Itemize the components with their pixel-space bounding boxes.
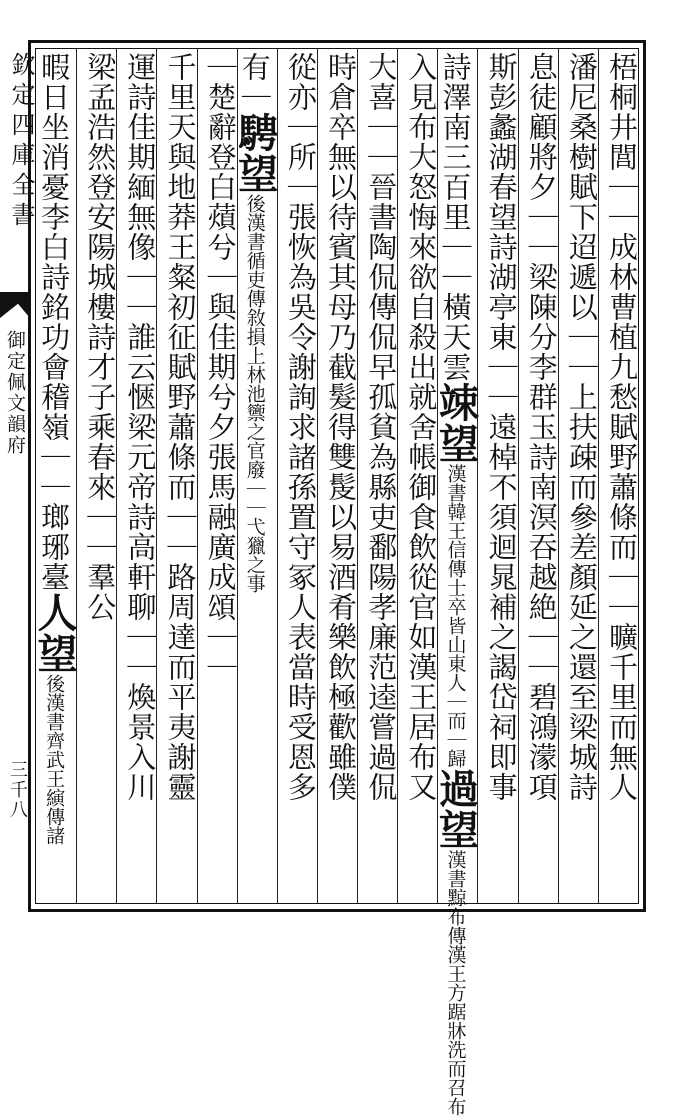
body-text: 息徒顧將夕｜｜梁陳分李群玉詩南溟吞越絶｜｜碧鴻濛項 [524, 52, 559, 802]
body-text: 斯彭蠡湖春望詩湖亭東｜｜遠棹不須迴晁補之謁岱祠即事 [484, 52, 519, 802]
column-rule [116, 48, 117, 904]
text-column [279, 52, 318, 897]
column-rule [397, 48, 398, 904]
body-text: 潘尼桑樹賦下迢遞以｜｜上扶疎而參差顏延之還至梁城詩 [564, 52, 599, 802]
column-rule [156, 48, 157, 904]
column-rule [477, 48, 478, 904]
headword: 騁望 [231, 112, 279, 194]
margin-title: 欽定四庫全書 [7, 52, 35, 232]
body-text: 大喜｜｜晉書陶侃傳侃早孤貧為縣吏鄱陽孝廉范逵嘗過侃 [364, 52, 399, 802]
text-column [319, 52, 359, 897]
headword: 過望 [432, 768, 480, 850]
text-column [231, 52, 279, 897]
text-column [520, 52, 559, 897]
column-rule [357, 48, 358, 904]
text-column [600, 52, 639, 897]
column-rule [437, 48, 438, 904]
body-text: 運詩佳期緬無像｜｜誰云愜梁元帝詩高軒聊｜｜煥景入川 [123, 52, 158, 802]
text-column [432, 52, 480, 1116]
annotation-text: 漢書黥布傳漢王方踞牀洗而召布 [444, 850, 467, 1116]
body-text: 有｜ [237, 52, 272, 112]
headword: 人望 [31, 592, 79, 674]
body-text: 梧桐井閭｜｜成林曹植九愁賦野蕭條而｜｜曠千里而無人 [604, 52, 639, 802]
text-column [359, 52, 399, 897]
text-column [118, 52, 158, 897]
column-rule [598, 48, 599, 904]
body-text: 暇日坐消憂李白詩銘功會稽嶺｜｜瑯琊臺 [37, 52, 72, 592]
text-column [78, 52, 118, 897]
column-rule [317, 48, 318, 904]
body-text: ｜楚辭登白薠兮｜與佳期兮夕張馬融廣成頌｜｜ [203, 52, 238, 682]
text-column [158, 52, 198, 897]
text-column [479, 52, 519, 897]
annotation-text: 後漢書循吏傳敘損上林池籞之官廢｜｜弋獵之事 [243, 194, 266, 593]
margin-subtitle: 御定佩文韻府 [4, 330, 26, 456]
fishtail-mark-icon [0, 292, 30, 318]
column-rule [558, 48, 559, 904]
text-column [31, 52, 79, 897]
body-text: 千里天與地莽王粲初征賦野蕭條而｜｜路周達而平夷謝靈 [163, 52, 198, 802]
column-rule [277, 48, 278, 904]
text-column [560, 52, 599, 897]
column-rule [237, 48, 238, 904]
body-text: 從亦｜所｜張恢為吳令謝詢求諸孫置守冢人表當時受恩多 [283, 52, 318, 802]
annotation-text: 後漢書齊武王縯傳諸 [43, 674, 66, 845]
column-rule [197, 48, 198, 904]
margin-page-number: 三千八 [7, 760, 28, 820]
text-column [399, 52, 439, 897]
headword: 竦望 [432, 382, 480, 464]
column-rule [76, 48, 77, 904]
body-text: 梁孟浩然登安陽城樓詩才子乘春來｜｜羣公 [83, 52, 118, 622]
body-text: 入見布大怒悔來欲自殺出就舍帳御食飲從官如漢王居布又 [404, 52, 439, 802]
body-text: 詩澤南三百里｜｜橫天雲 [438, 52, 473, 382]
body-text: 時倉卒無以待賓其母乃截髮得雙髲以易酒肴樂飲極歡雖僕 [324, 52, 359, 802]
text-column [199, 52, 238, 897]
column-rule [518, 48, 519, 904]
annotation-text: 漢書韓王信傳士卒皆山東人｜而｜歸 [444, 464, 467, 768]
